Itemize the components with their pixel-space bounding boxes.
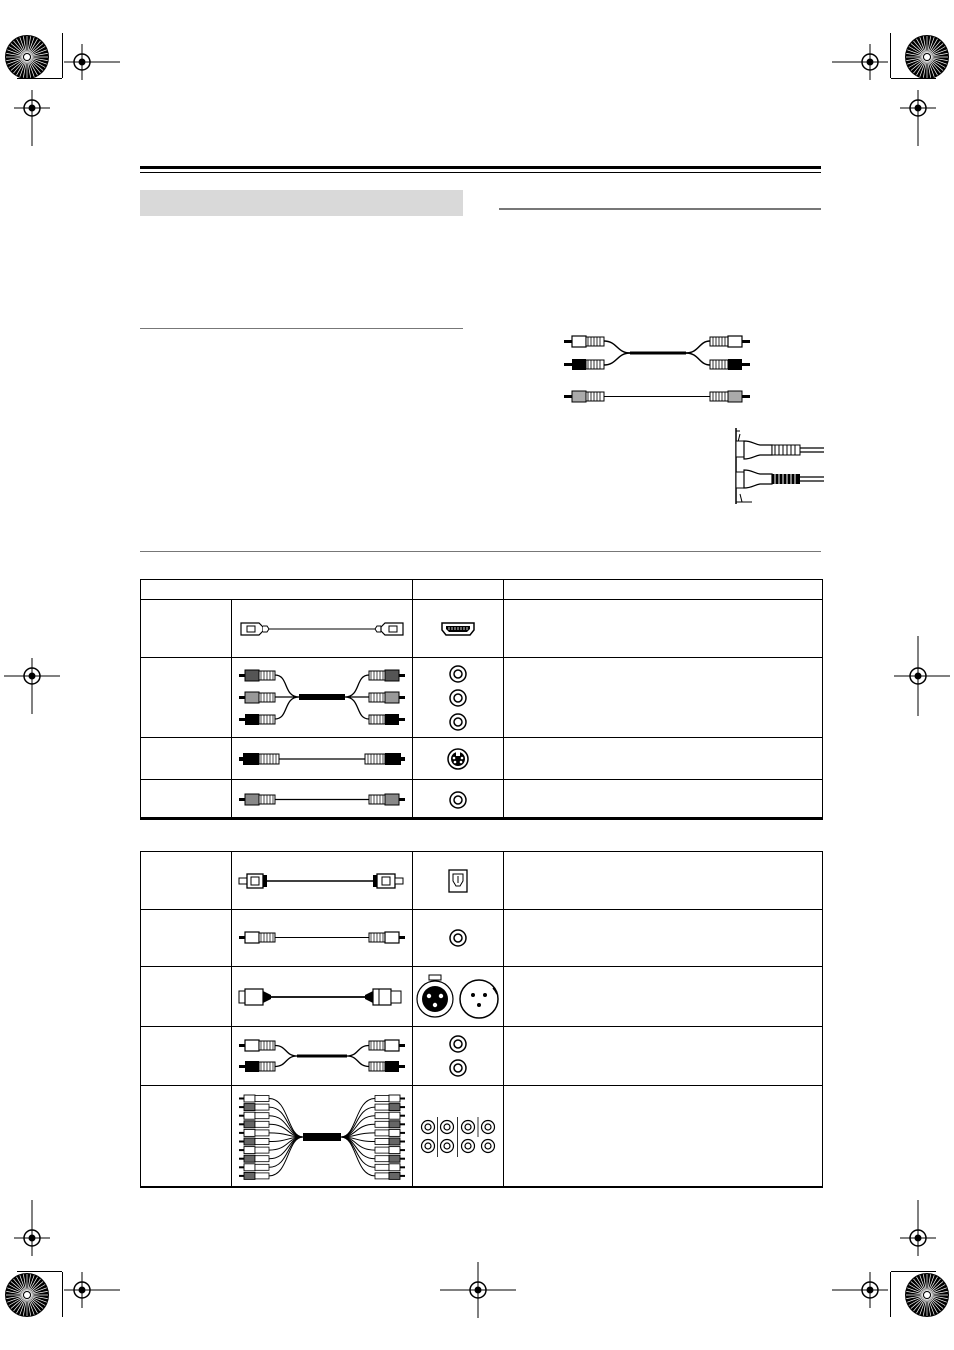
connection-name-cell [141,910,232,967]
description-cell [504,1027,823,1086]
rca-jack-icon [446,788,470,812]
connection-name-cell [141,1086,232,1188]
crosshair-mark-icon [832,1272,888,1308]
component-cable-icon [237,665,407,731]
video-connections-table [140,579,823,820]
crop-line [62,33,63,78]
jack-cell [413,852,504,910]
table-row [141,1027,823,1086]
registration-sunburst-icon [0,1268,60,1328]
description-cell [504,738,823,780]
crosshair-mark-icon [900,90,936,146]
jack-cell [413,1027,504,1086]
section-heading-box [140,190,463,216]
connection-name-cell [141,780,232,820]
hdmi-jack-icon [440,620,476,638]
jack-cell [413,658,504,738]
crosshair-mark-icon [900,1200,936,1256]
xlr-jack-icon [415,974,501,1020]
crop-line [890,1272,891,1317]
cable-cell [232,600,413,658]
table-row [141,738,823,780]
connection-name-cell [141,1027,232,1086]
jack-cell [413,910,504,967]
cable-cell [232,1086,413,1188]
cable-cell [232,852,413,910]
table-row [141,1086,823,1188]
coaxial-cable-icon [237,930,407,946]
stereo-rca-cable-icon [237,1038,407,1074]
table-bottom-rule [140,817,822,819]
audio-connections-table [140,851,823,1188]
description-cell [504,780,823,820]
jack-cell [413,600,504,658]
connection-name-cell [141,967,232,1027]
registration-sunburst-icon [0,30,60,90]
crop-line [891,1271,936,1272]
table-header-cell [413,580,504,600]
table-row [141,600,823,658]
cable-cell [232,780,413,820]
header-rule-thick [140,166,821,169]
table-header-row [141,580,823,600]
crosshair-mark-icon [64,1272,120,1308]
jack-cell [413,1086,504,1188]
table-row [141,658,823,738]
optical-jack-icon [447,868,469,894]
jack-cell [413,738,504,780]
crosshair-mark-icon [14,1200,50,1256]
connection-name-cell [141,738,232,780]
multichannel-jack-icon [418,1117,498,1157]
optical-cable-icon [237,870,407,892]
composite-cable-icon [237,792,407,808]
crosshair-mark-icon [14,90,50,146]
s-video-jack-icon [446,747,470,771]
cable-cell [232,1027,413,1086]
plug-insertion-illustration [730,428,824,506]
crosshair-mark-icon [894,636,950,716]
connection-name-cell [141,600,232,658]
table-header-cell [504,580,823,600]
subsection-rule [499,208,821,210]
jack-cell [413,780,504,820]
cable-cell [232,738,413,780]
crop-line [62,1272,63,1317]
header-rule-thin [140,172,821,173]
registration-sunburst-icon [900,1268,954,1328]
s-video-cable-icon [237,750,407,768]
rca-jack-icon [446,663,470,733]
table-row [141,967,823,1027]
subsection-rule [140,328,463,329]
crop-line [17,78,62,79]
table-bottom-rule [140,1186,822,1188]
connection-name-cell [141,852,232,910]
registration-sunburst-icon [900,30,954,90]
stereo-audio-cable-illustration [562,330,754,410]
jack-cell [413,967,504,1027]
connection-name-cell [141,658,232,738]
crosshair-mark-icon [440,1262,516,1318]
table-row [141,910,823,967]
rca-jack-icon [446,1033,470,1079]
crosshair-mark-icon [4,658,60,714]
table-row [141,852,823,910]
crop-line [890,33,891,78]
crop-line [17,1271,62,1272]
rca-jack-icon [446,926,470,950]
table-header-cell [141,580,413,600]
description-cell [504,967,823,1027]
xlr-cable-icon [237,986,407,1008]
crosshair-mark-icon [832,44,888,80]
description-cell [504,910,823,967]
hdmi-cable-icon [237,619,407,639]
multichannel-cable-icon [237,1091,407,1183]
description-cell [504,658,823,738]
description-cell [504,600,823,658]
crosshair-mark-icon [64,44,120,80]
section-divider-rule [140,551,821,552]
description-cell [504,852,823,910]
cable-cell [232,967,413,1027]
crop-line [891,78,936,79]
table-row [141,780,823,820]
cable-cell [232,910,413,967]
cable-cell [232,658,413,738]
description-cell [504,1086,823,1188]
